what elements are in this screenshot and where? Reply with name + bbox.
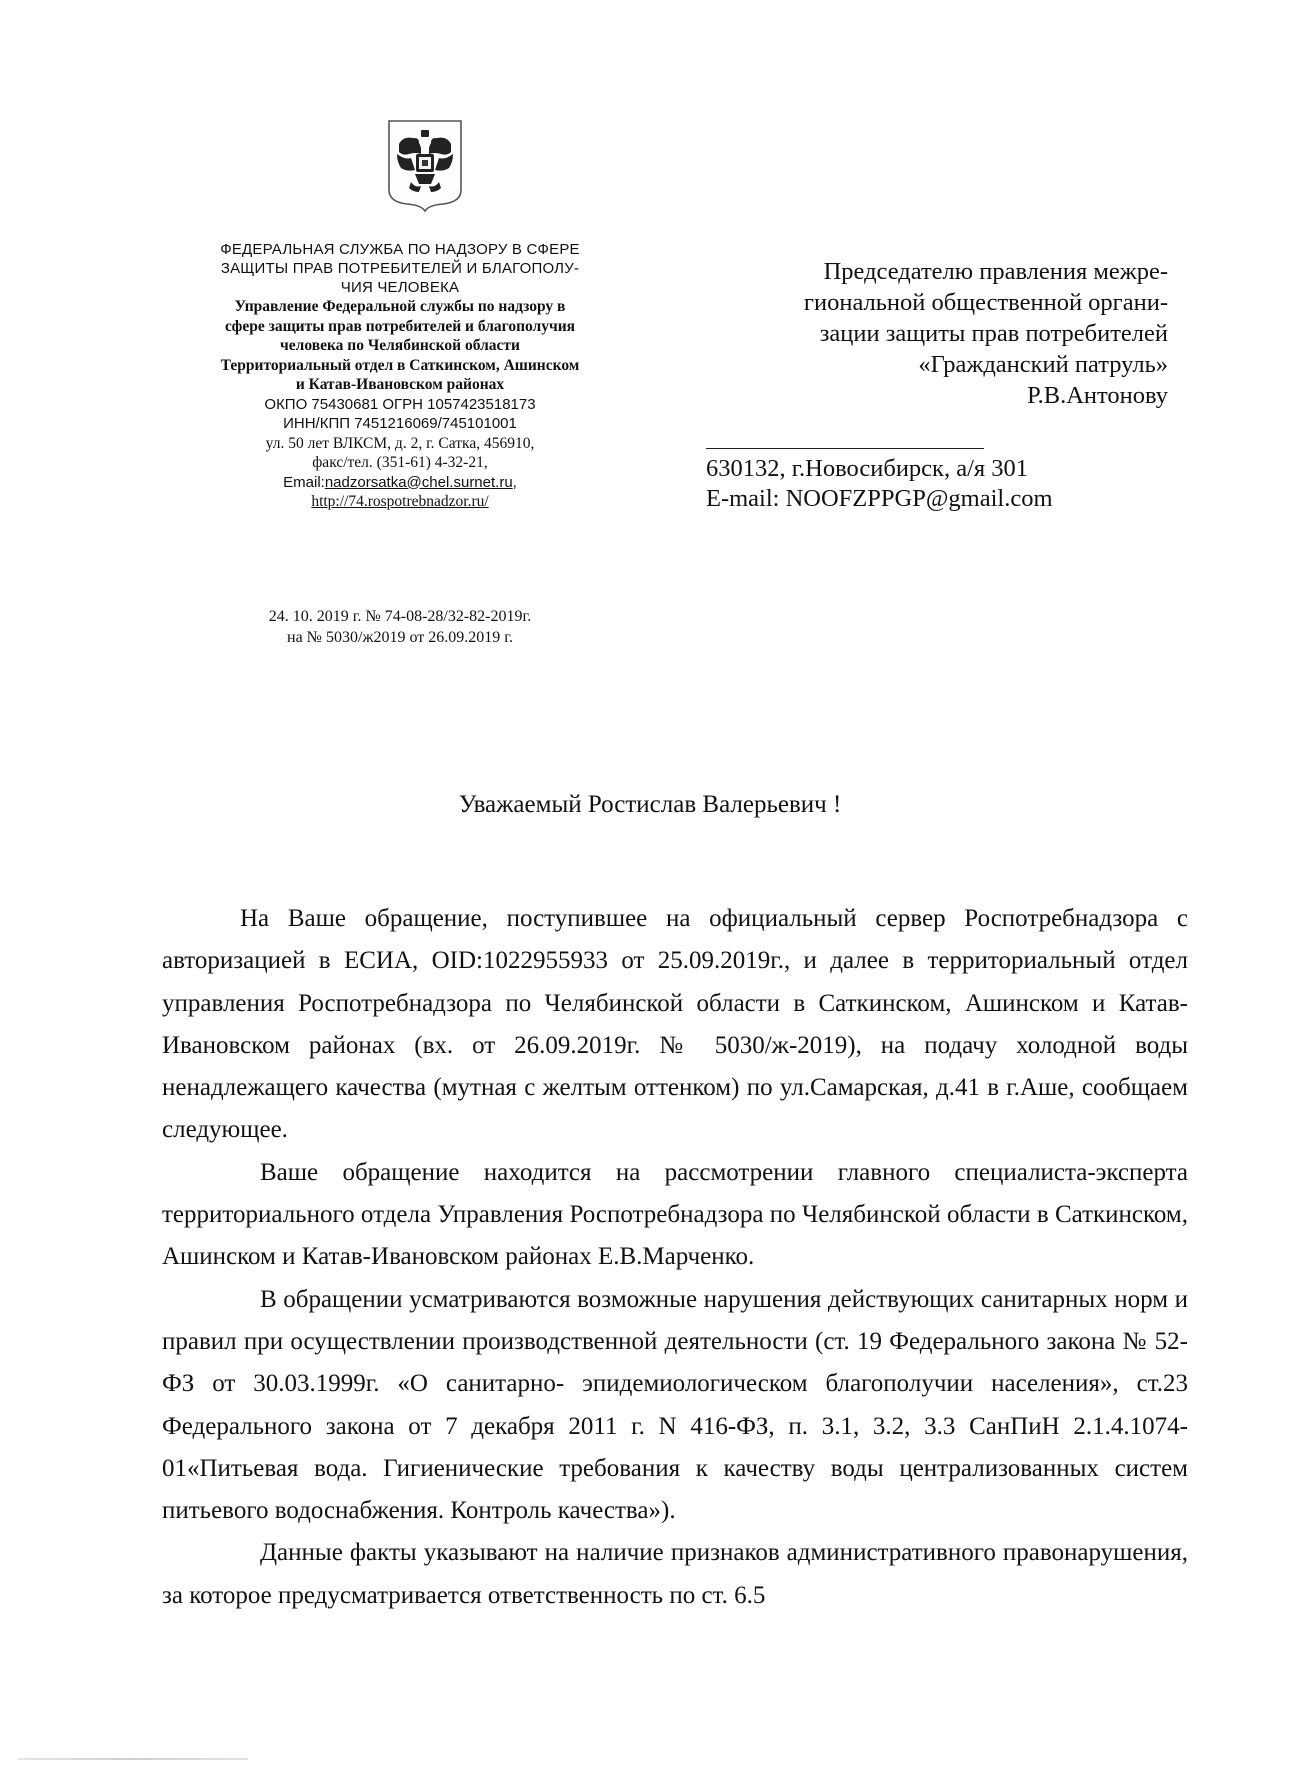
recipient-block (690, 256, 1168, 411)
sender-phone: факс/тел. (351-61) 4-32-21, (312, 454, 488, 471)
recipient-line-2: гиональной общественной органи- (803, 289, 1168, 316)
agency-name-line-2: ЗАЩИТЫ ПРАВ ПОТРЕБИТЕЛЕЙ И БЛАГОПОЛУ- (220, 260, 580, 277)
recipient-divider (706, 448, 984, 449)
recipient-email: E-mail: NOOFZPPGP@gmail.com (706, 485, 1053, 512)
inn-kpp: ИНН/КПП 7451216069/745101001 (283, 415, 517, 432)
recipient-line-4: «Гражданский патруль» (918, 351, 1168, 378)
sender-website-row (150, 492, 650, 512)
sender-letterhead (150, 240, 650, 512)
body-paragraph-3: В обращении усматриваются возможные нарушения действующих санитарных норм и правил при осуществлении производственной деятельности (ст. 19 Федерального закона № 52-ФЗ от 30.03.1999г. «О санитарно- эпидемиологическом благополучии населения», ст.23 Федерального закона от 7 декабря 2011 г. N 416-ФЗ, п. 3.1, 3.2, 3.3 СанПиН 2.1.4.1074-01«Питьевая вода. Гигиенические требования к качеству воды централизованных систем питьевого водоснабжения. Контроль качества»). (162, 1285, 1188, 1525)
department-line-5: и Катав-Ивановском районах (295, 376, 505, 393)
recipient-name: Р.В.Антонову (1027, 382, 1168, 409)
sender-address: ул. 50 лет ВЛКСМ, д. 2, г. Сатка, 456910, (265, 434, 535, 452)
body-paragraph-2: Ваше обращение находится на рассмотрении главного специалиста-эксперта территориального отдела Управления Роспотребнадзора по Челябинской области в Саткинском, Ашинском и Катав-Ивановском районах Е.В.Марченко. (162, 1158, 1188, 1271)
recipient-postal: 630132, г.Новосибирск, а/я 301 (706, 455, 1029, 482)
recipient-line-3: зации защиты прав потребителей (819, 320, 1168, 347)
scan-artifact-line (18, 1758, 248, 1760)
sender-email-label: Email: (283, 473, 325, 491)
department-line-2: сфере защиты прав потребителей и благополучия (224, 317, 576, 335)
agency-name-line-1: ФЕДЕРАЛЬНАЯ СЛУЖБА ПО НАДЗОРУ В СФЕРЕ (220, 241, 580, 258)
sender-email-link[interactable]: nadzorsatka@chel.surnet.ru (324, 473, 513, 491)
body-paragraph-1: На Ваше обращение, поступившее на официальный сервер Роспотребнадзора с авторизацией в ЕСИА, OID:1022955933 от 25.09.2019г., и далее в территориальный отдел управления Роспотребнадзора по Челябинской области в Саткинском, Ашинском и Катав- Ивановском районах (вх. от 26.09.2019г. № 5030/ж-2019), на подачу холодной воды ненадлежащего качества (мутная с желтым оттенком) по ул.Самарская, д.41 в г.Аше, сообщаем следующее. (162, 905, 1188, 1144)
sender-website-link[interactable]: http://74.rospotrebnadzor.ru/ (311, 493, 489, 510)
recipient-line-1: Председателю правления межре- (823, 258, 1168, 285)
outgoing-reference: 24. 10. 2019 г. № 74-08-28/32-82-2019г. (268, 608, 532, 625)
russian-coat-of-arms-icon (385, 118, 465, 214)
sender-email-row (150, 473, 650, 493)
department-line-4: Территориальный отдел в Саткинском, Ашинском (220, 356, 580, 374)
letter-body (162, 898, 1188, 1617)
department-line-3: человека по Челябинской области (280, 337, 520, 354)
agency-name-line-3: ЧИЯ ЧЕЛОВЕКА (340, 279, 460, 296)
body-paragraph-4: Данные факты указывают на наличие признаков административного правонарушения, за которое предусматривается ответственность по ст. 6.5 (162, 1539, 1188, 1609)
department-line-1: Управление Федеральной службы по надзору в (234, 298, 566, 315)
incoming-reference: на № 5030/ж2019 от 26.09.2019 г. (287, 629, 513, 646)
letter-reference (150, 606, 650, 648)
salutation: Уважаемый Ростислав Валерьевич ! (458, 791, 842, 818)
sender-email-suffix: , (512, 473, 517, 491)
coat-of-arms-icon (385, 118, 465, 214)
okpo-ogrn: ОКПО 75430681 ОГРН 1057423518173 (264, 395, 536, 413)
recipient-address (706, 454, 1186, 514)
